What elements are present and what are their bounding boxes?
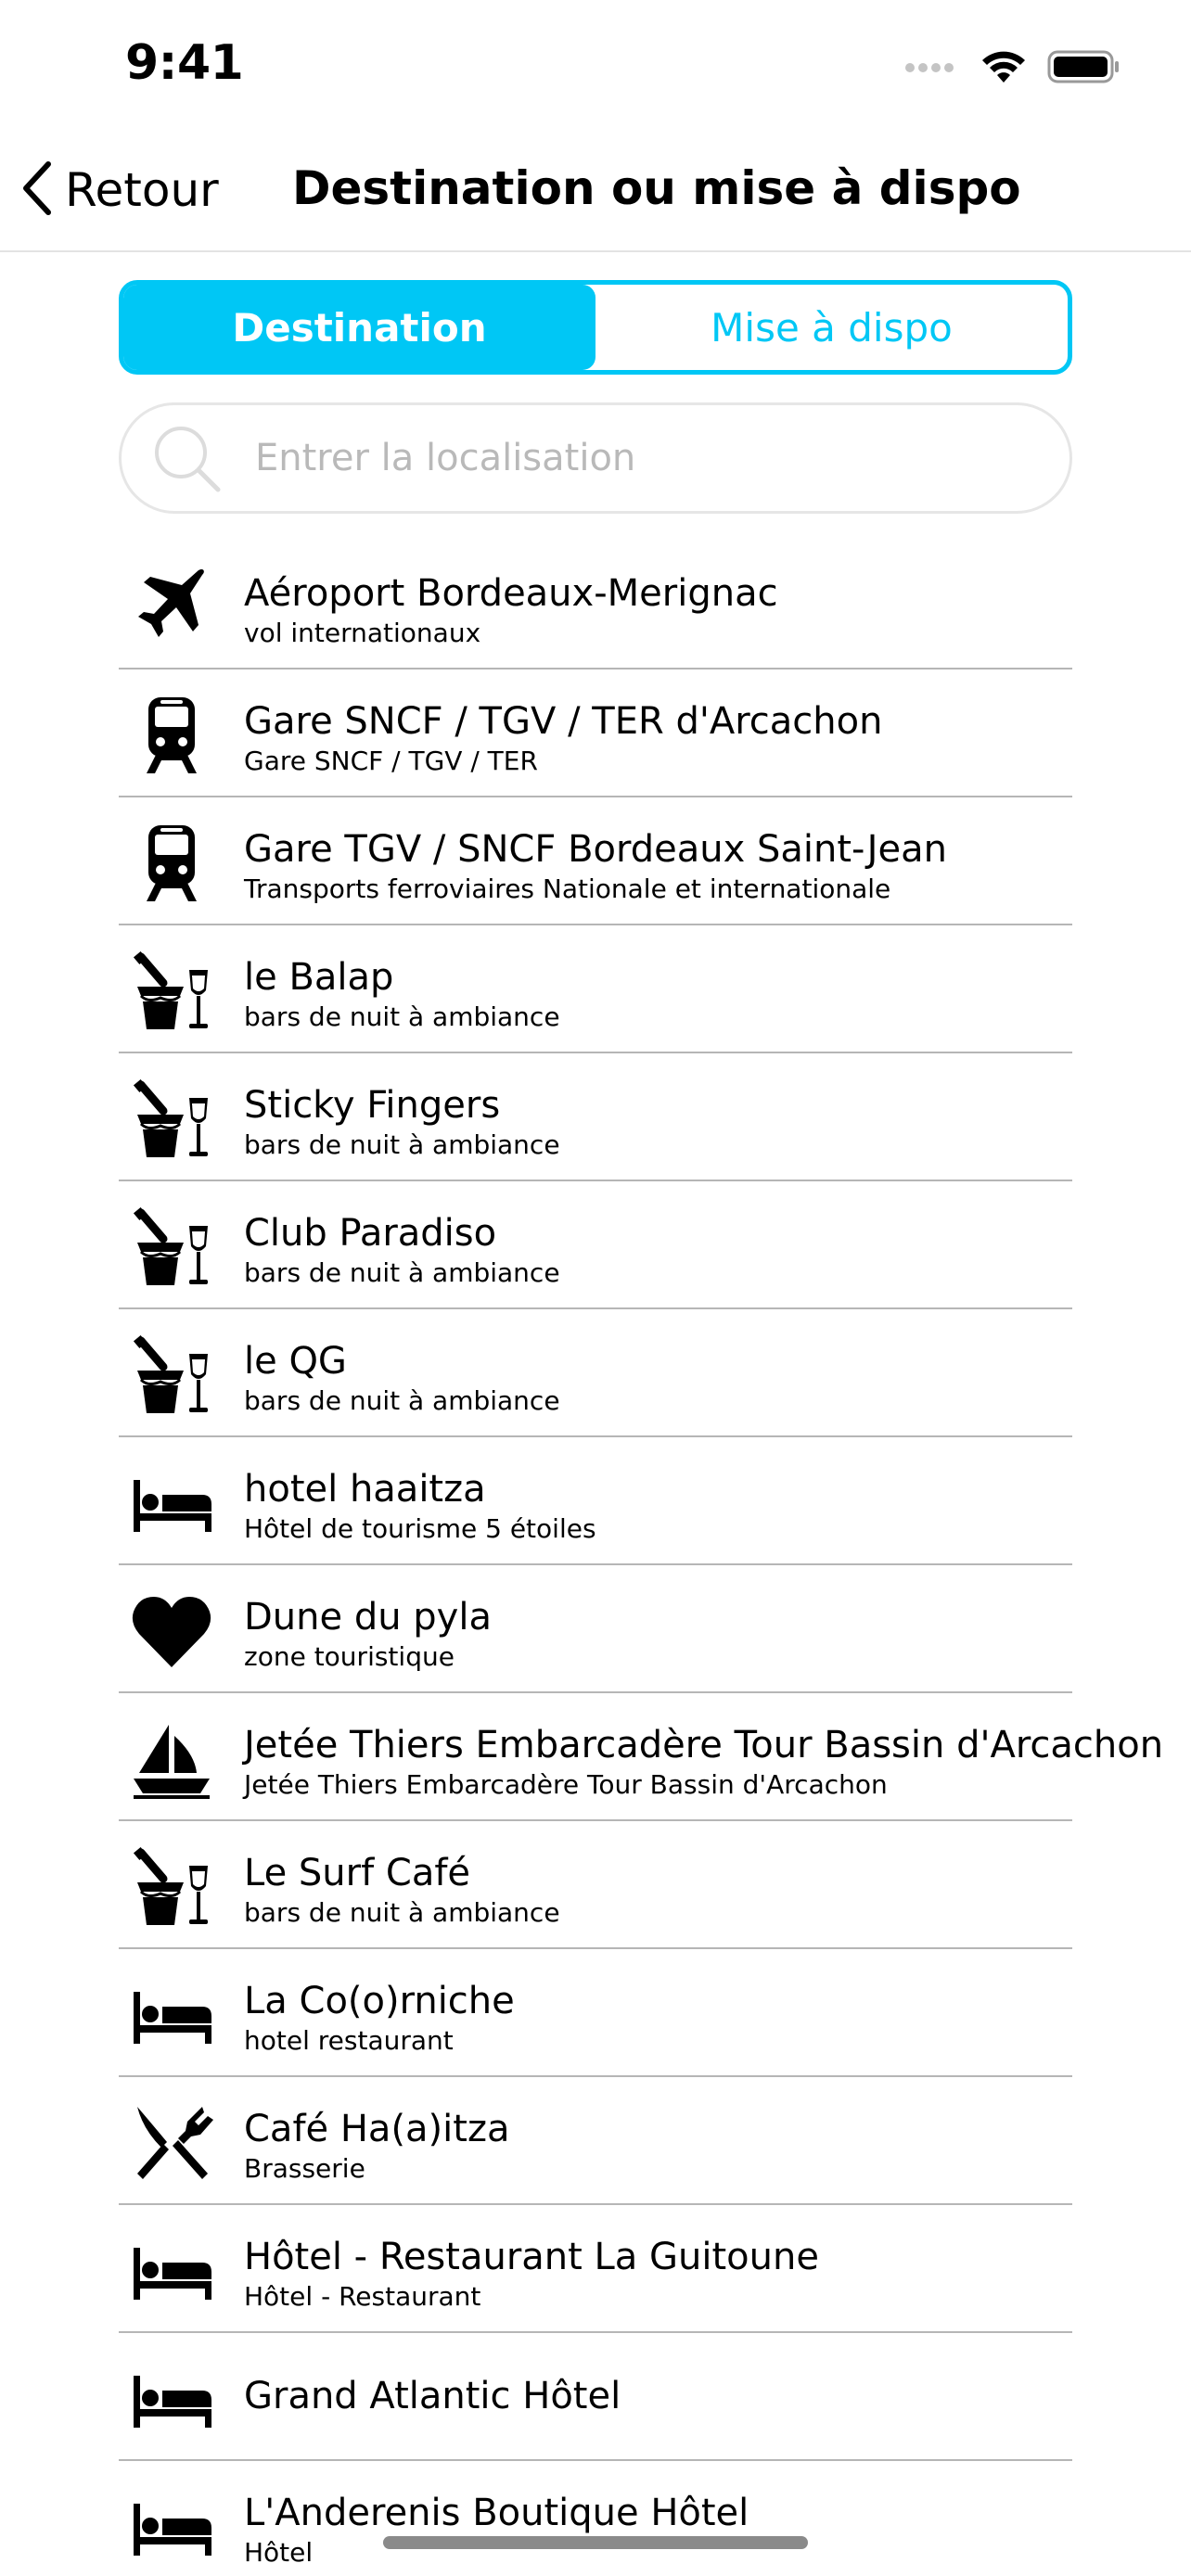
place-row[interactable] bbox=[119, 1821, 1072, 1949]
train-icon bbox=[130, 822, 213, 905]
place-row[interactable] bbox=[119, 1181, 1072, 1309]
place-row[interactable] bbox=[119, 1949, 1072, 2077]
place-row[interactable] bbox=[119, 1053, 1072, 1181]
chevron-left-icon bbox=[20, 160, 52, 220]
place-row[interactable] bbox=[119, 2077, 1072, 2205]
place-title: Hôtel - Restaurant La Guitoune bbox=[244, 2236, 819, 2278]
place-text bbox=[244, 1851, 560, 1929]
place-row[interactable] bbox=[119, 1309, 1072, 1437]
status-icons bbox=[904, 48, 1121, 89]
status-time: 9:41 bbox=[125, 35, 244, 91]
champagne-bucket-icon bbox=[130, 1333, 213, 1417]
place-row[interactable] bbox=[119, 797, 1072, 925]
place-title: Sticky Fingers bbox=[244, 1084, 501, 1127]
place-subtitle: zone touristique bbox=[244, 1641, 455, 1672]
champagne-bucket-icon bbox=[130, 1078, 213, 1161]
segment-destination[interactable]: Destination bbox=[123, 285, 596, 370]
champagne-bucket-icon bbox=[130, 1205, 213, 1289]
place-row[interactable] bbox=[119, 670, 1072, 797]
place-text bbox=[244, 1083, 560, 1161]
place-title: Jetée Thiers Embarcadère Tour Bassin d'Arcachon bbox=[244, 1724, 1164, 1766]
cellular-signal-icon bbox=[904, 60, 960, 78]
place-subtitle: Hôtel - Restaurant bbox=[244, 2281, 481, 2312]
battery-icon bbox=[1047, 48, 1121, 89]
status-bar bbox=[0, 0, 1191, 130]
place-title: Grand Atlantic Hôtel bbox=[244, 2375, 621, 2417]
page-title: Destination ou mise à dispo bbox=[292, 161, 1021, 215]
place-text bbox=[244, 2491, 749, 2569]
place-title: hotel haaitza bbox=[244, 1468, 486, 1511]
search-box[interactable] bbox=[119, 402, 1072, 514]
place-title: L'Anderenis Boutique Hôtel bbox=[244, 2492, 749, 2534]
place-row[interactable] bbox=[119, 542, 1072, 670]
place-text bbox=[244, 1595, 492, 1673]
place-title: Le Surf Café bbox=[244, 1852, 471, 1894]
sailboat-icon bbox=[130, 1717, 213, 1801]
place-text bbox=[244, 2235, 819, 2313]
place-title: le Balap bbox=[244, 956, 394, 999]
wifi-icon bbox=[980, 49, 1027, 88]
airplane-icon bbox=[130, 566, 213, 649]
place-text bbox=[244, 2107, 509, 2185]
place-text bbox=[244, 1339, 560, 1417]
train-icon bbox=[130, 694, 213, 777]
back-label: Retour bbox=[65, 163, 219, 217]
segmented-control bbox=[119, 280, 1072, 375]
place-row[interactable] bbox=[119, 1693, 1164, 1821]
place-subtitle: Gare SNCF / TGV / TER bbox=[244, 746, 538, 776]
place-subtitle: Hôtel de tourisme 5 étoiles bbox=[244, 1513, 596, 1544]
champagne-bucket-icon bbox=[130, 950, 213, 1033]
place-subtitle: Hôtel bbox=[244, 2537, 314, 2568]
place-title: Club Paradiso bbox=[244, 1212, 497, 1255]
place-subtitle: hotel restaurant bbox=[244, 2025, 454, 2056]
place-title: Gare SNCF / TGV / TER d'Arcachon bbox=[244, 700, 883, 743]
place-subtitle: bars de nuit à ambiance bbox=[244, 1001, 560, 1032]
place-text bbox=[244, 571, 778, 649]
bed-icon bbox=[130, 2357, 213, 2441]
utensils-icon bbox=[130, 2101, 213, 2185]
place-title: La Co(o)rniche bbox=[244, 1980, 515, 2022]
place-text bbox=[244, 1979, 515, 2057]
place-title: Dune du pyla bbox=[244, 1596, 492, 1639]
place-subtitle: bars de nuit à ambiance bbox=[244, 1257, 560, 1288]
place-row[interactable] bbox=[119, 2461, 1072, 2576]
place-text bbox=[244, 1467, 596, 1545]
place-title: le QG bbox=[244, 1340, 347, 1383]
place-subtitle: vol internationaux bbox=[244, 618, 481, 648]
place-subtitle: bars de nuit à ambiance bbox=[244, 1385, 560, 1416]
bed-icon bbox=[130, 2229, 213, 2313]
place-text bbox=[244, 2374, 621, 2418]
home-indicator bbox=[383, 2536, 808, 2549]
champagne-bucket-icon bbox=[130, 1845, 213, 1929]
heart-icon bbox=[130, 1589, 213, 1673]
place-subtitle: bars de nuit à ambiance bbox=[244, 1897, 560, 1928]
bed-icon bbox=[130, 1461, 213, 1545]
place-text bbox=[244, 955, 560, 1033]
search-icon bbox=[149, 421, 224, 495]
place-title: Café Ha(a)itza bbox=[244, 2108, 510, 2150]
place-subtitle: Transports ferroviaires Nationale et internationale bbox=[244, 874, 891, 904]
place-row[interactable] bbox=[119, 2333, 1072, 2461]
navigation-bar bbox=[0, 130, 1191, 252]
place-subtitle: Brasserie bbox=[244, 2153, 365, 2184]
place-subtitle: Jetée Thiers Embarcadère Tour Bassin d'Arcachon bbox=[244, 1769, 888, 1800]
places-list bbox=[119, 542, 1164, 2576]
segment-mise-a-dispo[interactable]: Mise à dispo bbox=[711, 304, 953, 351]
place-row[interactable] bbox=[119, 1437, 1072, 1565]
place-row[interactable] bbox=[119, 1565, 1072, 1693]
bed-icon bbox=[130, 1973, 213, 2057]
back-button[interactable] bbox=[20, 158, 219, 223]
bed-icon bbox=[130, 2485, 213, 2569]
place-subtitle: bars de nuit à ambiance bbox=[244, 1129, 560, 1160]
place-row[interactable] bbox=[119, 2205, 1072, 2333]
place-text bbox=[244, 699, 882, 777]
search-input[interactable] bbox=[253, 436, 980, 480]
place-text bbox=[244, 1211, 560, 1289]
place-title: Aéroport Bordeaux-Merignac bbox=[244, 572, 778, 615]
place-text bbox=[244, 1723, 1163, 1801]
place-text bbox=[244, 827, 947, 905]
place-row[interactable] bbox=[119, 925, 1072, 1053]
place-title: Gare TGV / SNCF Bordeaux Saint-Jean bbox=[244, 828, 947, 871]
